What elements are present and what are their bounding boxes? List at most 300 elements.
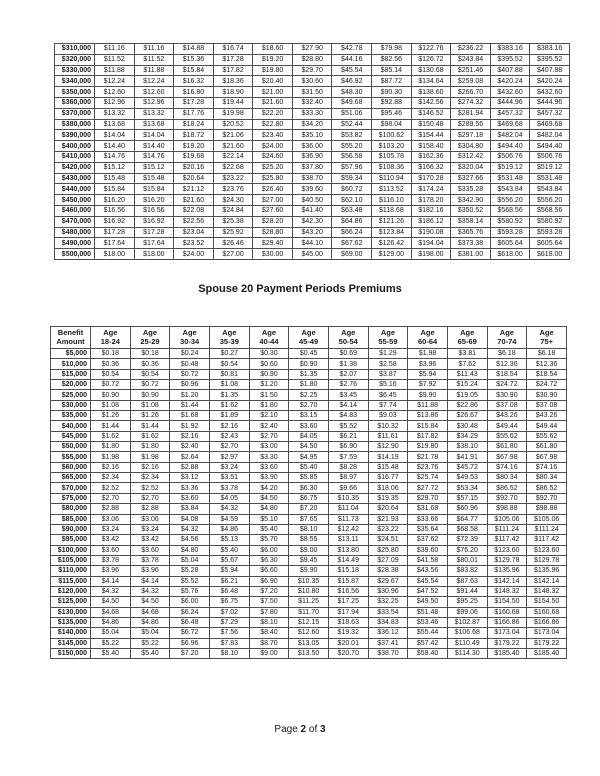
premium-value-cell: $23.40 (253, 130, 293, 141)
premium-value-cell: $160.68 (487, 607, 527, 617)
premium-value-cell: $11.61 (368, 431, 408, 441)
premium-value-cell: $1.89 (209, 411, 249, 421)
benefit-amount-cell: $125,000 (51, 597, 91, 607)
premium-value-cell: $3.60 (91, 545, 131, 555)
premium-value-cell: $469.68 (490, 119, 530, 130)
premium-value-cell: $2.58 (368, 359, 408, 369)
premium-value-cell: $59.40 (408, 648, 448, 658)
premium-value-cell: $383.16 (530, 44, 570, 55)
premium-value-cell: $27.00 (253, 195, 293, 206)
premium-value-cell: $16.80 (174, 87, 214, 98)
premium-value-cell: $24.72 (527, 380, 567, 390)
premium-value-cell: $36.90 (292, 151, 332, 162)
premium-value-cell: $2.88 (170, 462, 210, 472)
premium-value-cell: $0.81 (209, 369, 249, 379)
premium-value-cell: $14.88 (174, 44, 214, 55)
premium-value-cell: $1.20 (249, 380, 289, 390)
premium-value-cell: $12.15 (289, 617, 329, 627)
premium-value-cell: $19.32 (328, 628, 368, 638)
premium-value-cell: $1.92 (170, 421, 210, 431)
premium-value-cell: $43.20 (292, 227, 332, 238)
premium-value-cell: $3.36 (170, 483, 210, 493)
premium-value-cell: $17.28 (174, 97, 214, 108)
premium-value-cell: $154.50 (487, 597, 527, 607)
benefit-amount-cell: $135,000 (51, 617, 91, 627)
premium-value-cell: $4.86 (130, 617, 170, 627)
premium-value-cell: $166.32 (411, 162, 451, 173)
premium-value-cell: $22.56 (174, 216, 214, 227)
premium-value-cell: $17.28 (95, 227, 135, 238)
premium-value-cell: $9.00 (249, 648, 289, 658)
premium-value-cell: $80.34 (487, 473, 527, 483)
premium-value-cell: $53.46 (408, 617, 448, 627)
premium-value-cell: $7.62 (447, 359, 487, 369)
premium-value-cell: $17.82 (408, 431, 448, 441)
premium-value-cell: $12.96 (95, 97, 135, 108)
premium-value-cell: $4.14 (328, 400, 368, 410)
premium-value-cell: $11.70 (289, 607, 329, 617)
table-row (51, 493, 567, 503)
benefit-amount-cell: $350,000 (55, 87, 95, 98)
premium-value-cell: $13.80 (328, 545, 368, 555)
table-row (51, 545, 567, 555)
premium-value-cell: $3.30 (249, 452, 289, 462)
premium-value-cell: $3.24 (91, 524, 131, 534)
premium-value-cell: $8.70 (249, 638, 289, 648)
premium-value-cell: $162.36 (411, 151, 451, 162)
benefit-amount-cell: $390,000 (55, 130, 95, 141)
age-range-label: 45-49 (299, 337, 319, 346)
table-row (51, 504, 567, 514)
premium-value-cell: $5.40 (209, 545, 249, 555)
benefit-amount-cell: $65,000 (51, 473, 91, 483)
premium-value-cell: $358.14 (451, 216, 491, 227)
premium-value-cell: $383.16 (490, 44, 530, 55)
premium-value-cell: $543.84 (530, 184, 570, 195)
table-row (51, 607, 567, 617)
benefit-amount-cell: $15,000 (51, 369, 91, 379)
premium-value-cell: $45.54 (408, 576, 448, 586)
premium-value-cell: $80.34 (527, 473, 567, 483)
premium-value-cell: $4.86 (91, 617, 131, 627)
spouse-table-body (51, 349, 567, 659)
premium-value-cell: $17.28 (134, 227, 174, 238)
premium-value-cell: $25.74 (408, 473, 448, 483)
premium-value-cell: $1.80 (91, 442, 131, 452)
premium-value-cell: $0.54 (209, 359, 249, 369)
premium-value-cell: $16.56 (95, 205, 135, 216)
premium-value-cell: $130.68 (411, 65, 451, 76)
table-row (51, 462, 567, 472)
premium-value-cell: $14.40 (95, 141, 135, 152)
premium-value-cell: $469.68 (530, 119, 570, 130)
premium-value-cell: $43.26 (527, 411, 567, 421)
premium-value-cell: $30.60 (292, 76, 332, 87)
premium-value-cell: $41.40 (292, 205, 332, 216)
premium-value-cell: $166.86 (527, 617, 567, 627)
premium-value-cell: $15.36 (174, 54, 214, 65)
premium-value-cell: $8.97 (328, 473, 368, 483)
premium-value-cell: $160.68 (527, 607, 567, 617)
premium-value-cell: $116.10 (372, 195, 412, 206)
premium-value-cell: $2.97 (209, 452, 249, 462)
benefit-amount-cell: $40,000 (51, 421, 91, 431)
premium-value-cell: $13.68 (95, 119, 135, 130)
premium-value-cell: $28.20 (253, 216, 293, 227)
premium-value-cell: $0.96 (170, 380, 210, 390)
age-label: Age (341, 328, 356, 337)
premium-value-cell: $4.14 (130, 576, 170, 586)
premium-value-cell: $289.56 (451, 119, 491, 130)
premium-value-cell: $3.60 (249, 462, 289, 472)
premium-value-cell: $8.10 (249, 617, 289, 627)
premium-value-cell: $51.48 (408, 607, 448, 617)
premium-value-cell: $29.67 (368, 576, 408, 586)
table-row (51, 638, 567, 648)
premium-value-cell: $3.78 (209, 483, 249, 493)
premium-value-cell: $5.22 (91, 638, 131, 648)
age-column-header (527, 327, 567, 349)
premium-value-cell: $12.60 (289, 628, 329, 638)
premium-value-cell: $111.24 (527, 524, 567, 534)
premium-value-cell: $8.28 (328, 462, 368, 472)
table-row (51, 617, 567, 627)
premium-value-cell: $4.32 (130, 586, 170, 596)
premium-value-cell: $29.40 (253, 238, 293, 249)
premium-value-cell: $105.78 (372, 151, 412, 162)
table-row (55, 184, 570, 195)
benefit-amount-cell: $490,000 (55, 238, 95, 249)
premium-value-cell: $24.72 (487, 380, 527, 390)
premium-value-cell: $2.76 (328, 380, 368, 390)
premium-value-cell: $21.60 (213, 141, 253, 152)
premium-value-cell: $593.28 (530, 227, 570, 238)
premium-value-cell: $6.48 (209, 586, 249, 596)
premium-value-cell: $85.14 (372, 65, 412, 76)
premium-value-cell: $25.80 (253, 173, 293, 184)
age-label: Age (222, 328, 237, 337)
premium-value-cell: $16.56 (134, 205, 174, 216)
premium-value-cell: $46.92 (332, 76, 372, 87)
premium-value-cell: $3.15 (289, 411, 329, 421)
premium-value-cell: $9.90 (289, 566, 329, 576)
premium-value-cell: $44.10 (292, 238, 332, 249)
age-range-label: 55-59 (378, 337, 398, 346)
premium-value-cell: $106.68 (447, 628, 487, 638)
premium-value-cell: $17.25 (328, 597, 368, 607)
premium-value-cell: $35.64 (408, 524, 448, 534)
premium-value-cell: $29.70 (292, 65, 332, 76)
table-row (51, 473, 567, 483)
premium-value-cell: $179.22 (487, 638, 527, 648)
premium-value-cell: $0.30 (249, 349, 289, 359)
premium-value-cell: $23.52 (174, 238, 214, 249)
premium-value-cell: $42.78 (332, 44, 372, 55)
premium-value-cell: $2.34 (130, 473, 170, 483)
premium-value-cell: $3.60 (289, 421, 329, 431)
age-range-label: 18-24 (100, 337, 120, 346)
age-label: Age (301, 328, 316, 337)
benefit-amount-cell: $330,000 (55, 65, 95, 76)
table-row (55, 173, 570, 184)
benefit-amount-cell: $370,000 (55, 108, 95, 119)
premium-value-cell: $7.50 (249, 597, 289, 607)
benefit-amount-cell: $20,000 (51, 380, 91, 390)
premium-value-cell: $105.06 (527, 514, 567, 524)
premium-value-cell: $5.04 (170, 555, 210, 565)
age-column-header (487, 327, 527, 349)
premium-value-cell: $432.60 (490, 87, 530, 98)
premium-value-cell: $19.35 (368, 493, 408, 503)
benefit-header-line1: Benefit (57, 328, 84, 337)
premium-value-cell: $20.52 (213, 119, 253, 130)
premium-value-cell: $1.26 (130, 411, 170, 421)
premium-value-cell: $1.62 (130, 431, 170, 441)
premium-value-cell: $10.32 (368, 421, 408, 431)
premium-value-cell: $22.86 (447, 400, 487, 410)
premium-value-cell: $0.45 (289, 349, 329, 359)
premium-value-cell: $129.78 (527, 555, 567, 565)
premium-value-cell: $4.86 (209, 524, 249, 534)
premium-value-cell: $17.64 (95, 238, 135, 249)
premium-value-cell: $407.88 (530, 65, 570, 76)
premium-value-cell: $146.52 (411, 108, 451, 119)
premium-value-cell: $4.95 (289, 452, 329, 462)
premium-value-cell: $17.64 (134, 238, 174, 249)
premium-value-cell: $33.66 (408, 514, 448, 524)
table-row (51, 442, 567, 452)
premium-value-cell: $18.63 (328, 617, 368, 627)
benefit-amount-cell: $460,000 (55, 205, 95, 216)
table-row (51, 380, 567, 390)
premium-value-cell: $0.54 (130, 369, 170, 379)
premium-value-cell: $506.76 (490, 151, 530, 162)
premium-value-cell: $506.76 (530, 151, 570, 162)
premium-value-cell: $32.25 (368, 597, 408, 607)
premium-value-cell: $105.06 (487, 514, 527, 524)
premium-value-cell: $74.16 (487, 462, 527, 472)
premium-value-cell: $2.34 (91, 473, 131, 483)
premium-value-cell: $135.96 (487, 566, 527, 576)
premium-value-cell: $43.56 (408, 566, 448, 576)
premium-value-cell: $274.32 (451, 97, 491, 108)
premium-value-cell: $170.28 (411, 173, 451, 184)
premium-value-cell: $126.72 (411, 54, 451, 65)
benefit-amount-cell: $130,000 (51, 607, 91, 617)
premium-value-cell: $9.03 (368, 411, 408, 421)
premium-value-cell: $7.74 (368, 400, 408, 410)
benefit-amount-cell: $470,000 (55, 216, 95, 227)
premium-value-cell: $198.00 (411, 249, 451, 260)
premium-value-cell: $29.70 (408, 493, 448, 503)
premium-value-cell: $4.05 (209, 493, 249, 503)
premium-value-cell: $2.16 (130, 462, 170, 472)
premium-value-cell: $5.70 (249, 535, 289, 545)
premium-value-cell: $5.22 (130, 638, 170, 648)
benefit-amount-cell: $90,000 (51, 524, 91, 534)
table-row (51, 514, 567, 524)
premium-value-cell: $111.24 (487, 524, 527, 534)
benefit-amount-cell: $380,000 (55, 119, 95, 130)
premium-value-cell: $30.90 (527, 390, 567, 400)
premium-value-cell: $5.76 (170, 586, 210, 596)
premium-value-cell: $76.20 (447, 545, 487, 555)
premium-value-cell: $3.24 (130, 524, 170, 534)
premium-value-cell: $31.68 (408, 504, 448, 514)
premium-value-cell: $123.84 (372, 227, 412, 238)
premium-value-cell: $25.92 (213, 227, 253, 238)
benefit-amount-cell: $310,000 (55, 44, 95, 55)
premium-value-cell: $13.86 (408, 411, 448, 421)
premium-value-cell: $20.01 (328, 638, 368, 648)
premium-value-cell: $15.48 (95, 173, 135, 184)
premium-value-cell: $2.52 (130, 483, 170, 493)
premium-value-cell: $19.68 (174, 151, 214, 162)
premium-value-cell: $21.93 (368, 514, 408, 524)
benefit-amount-cell: $320,000 (55, 54, 95, 65)
premium-value-cell: $62.10 (332, 195, 372, 206)
age-label: Age (103, 328, 118, 337)
premium-value-cell: $3.81 (447, 349, 487, 359)
premium-value-cell: $22.14 (213, 151, 253, 162)
premium-value-cell: $10.80 (289, 586, 329, 596)
premium-value-cell: $53.82 (332, 130, 372, 141)
premium-value-cell: $15.12 (95, 162, 135, 173)
premium-value-cell: $148.32 (487, 586, 527, 596)
premium-value-cell: $568.56 (490, 205, 530, 216)
premium-value-cell: $36.00 (292, 141, 332, 152)
table-row (55, 216, 570, 227)
premium-value-cell: $0.90 (289, 359, 329, 369)
premium-value-cell: $2.40 (170, 442, 210, 452)
premium-value-cell: $365.76 (451, 227, 491, 238)
premium-value-cell: $190.08 (411, 227, 451, 238)
age-column-header (91, 327, 131, 349)
premium-value-cell: $297.18 (451, 130, 491, 141)
premium-value-cell: $24.00 (253, 141, 293, 152)
premium-value-cell: $41.58 (408, 555, 448, 565)
premium-value-cell: $123.60 (527, 545, 567, 555)
premium-value-cell: $173.04 (527, 628, 567, 638)
premium-value-cell: $20.40 (253, 76, 293, 87)
premium-value-cell: $8.10 (209, 648, 249, 658)
premium-value-cell: $3.42 (91, 535, 131, 545)
benefit-amount-cell: $360,000 (55, 97, 95, 108)
spouse-table-title: Spouse 20 Payment Periods Premiums (198, 283, 402, 295)
premium-value-cell: $6.96 (170, 638, 210, 648)
age-column-header (170, 327, 210, 349)
premium-value-cell: $0.27 (209, 349, 249, 359)
premium-value-cell: $79.98 (372, 44, 412, 55)
premium-value-cell: $7.20 (170, 648, 210, 658)
premium-value-cell: $16.92 (95, 216, 135, 227)
premium-value-cell: $37.80 (292, 162, 332, 173)
premium-value-cell: $7.80 (249, 607, 289, 617)
premium-value-cell: $194.04 (411, 238, 451, 249)
premium-value-cell: $14.19 (368, 452, 408, 462)
table-row (55, 87, 570, 98)
premium-value-cell: $57.42 (408, 638, 448, 648)
age-label: Age (539, 328, 554, 337)
premium-value-cell: $34.20 (292, 119, 332, 130)
premium-value-cell: $7.29 (209, 617, 249, 627)
premium-value-cell: $24.00 (174, 249, 214, 260)
premium-value-cell: $43.26 (487, 411, 527, 421)
premium-value-cell: $1.26 (91, 411, 131, 421)
table-row (55, 141, 570, 152)
premium-value-cell: $87.72 (372, 76, 412, 87)
premium-value-cell: $12.60 (134, 87, 174, 98)
premium-value-cell: $2.16 (170, 431, 210, 441)
premium-value-cell: $3.78 (91, 555, 131, 565)
premium-value-cell: $11.88 (95, 65, 135, 76)
age-range-label: 35-39 (219, 337, 239, 346)
premium-value-cell: $2.16 (91, 462, 131, 472)
premium-value-cell: $28.80 (292, 54, 332, 65)
premium-value-cell: $59.34 (332, 173, 372, 184)
premium-value-cell: $49.44 (487, 421, 527, 431)
premium-value-cell: $432.60 (530, 87, 570, 98)
premium-value-cell: $42.30 (292, 216, 332, 227)
premium-value-cell: $6.18 (527, 349, 567, 359)
premium-value-cell: $55.20 (332, 141, 372, 152)
premium-value-cell: $0.90 (91, 390, 131, 400)
premium-value-cell: $15.84 (408, 421, 448, 431)
premium-value-cell: $56.58 (332, 151, 372, 162)
premium-value-cell: $98.88 (487, 504, 527, 514)
premium-value-cell: $60.96 (447, 504, 487, 514)
premium-value-cell: $15.24 (447, 380, 487, 390)
premium-value-cell: $19.05 (447, 390, 487, 400)
premium-value-cell: $173.04 (487, 628, 527, 638)
premium-value-cell: $18.54 (527, 369, 567, 379)
benefit-amount-cell: $100,000 (51, 545, 91, 555)
premium-value-cell: $18.06 (368, 483, 408, 493)
premium-value-cell: $556.20 (530, 195, 570, 206)
premium-value-cell: $69.00 (332, 249, 372, 260)
benefit-amount-cell: $75,000 (51, 493, 91, 503)
premium-value-cell: $154.44 (411, 130, 451, 141)
premium-value-cell: $23.22 (213, 173, 253, 184)
premium-value-cell: $52.44 (332, 119, 372, 130)
premium-value-cell: $6.75 (289, 493, 329, 503)
premium-value-cell: $236.22 (451, 44, 491, 55)
premium-value-cell: $2.40 (249, 421, 289, 431)
premium-value-cell: $1.44 (130, 421, 170, 431)
premium-value-cell: $27.00 (213, 249, 253, 260)
premium-value-cell: $8.40 (249, 628, 289, 638)
premium-value-cell: $15.87 (328, 576, 368, 586)
premium-value-cell: $0.36 (91, 359, 131, 369)
premium-value-cell: $20.64 (368, 504, 408, 514)
premium-value-cell: $53.34 (447, 483, 487, 493)
age-range-label: 65-69 (457, 337, 477, 346)
premium-value-cell: $1.98 (408, 349, 448, 359)
premium-value-cell: $0.36 (130, 359, 170, 369)
age-column-header (408, 327, 448, 349)
premium-value-cell: $6.00 (170, 597, 210, 607)
premium-value-cell: $7.02 (209, 607, 249, 617)
benefit-amount-cell: $145,000 (51, 638, 91, 648)
table-row (55, 54, 570, 65)
premium-value-cell: $4.83 (328, 411, 368, 421)
age-column-header (130, 327, 170, 349)
premium-value-cell: $47.52 (408, 586, 448, 596)
premium-value-cell: $0.48 (170, 359, 210, 369)
table-row (51, 359, 567, 369)
premium-value-cell: $16.32 (174, 76, 214, 87)
benefit-amount-cell: $140,000 (51, 628, 91, 638)
